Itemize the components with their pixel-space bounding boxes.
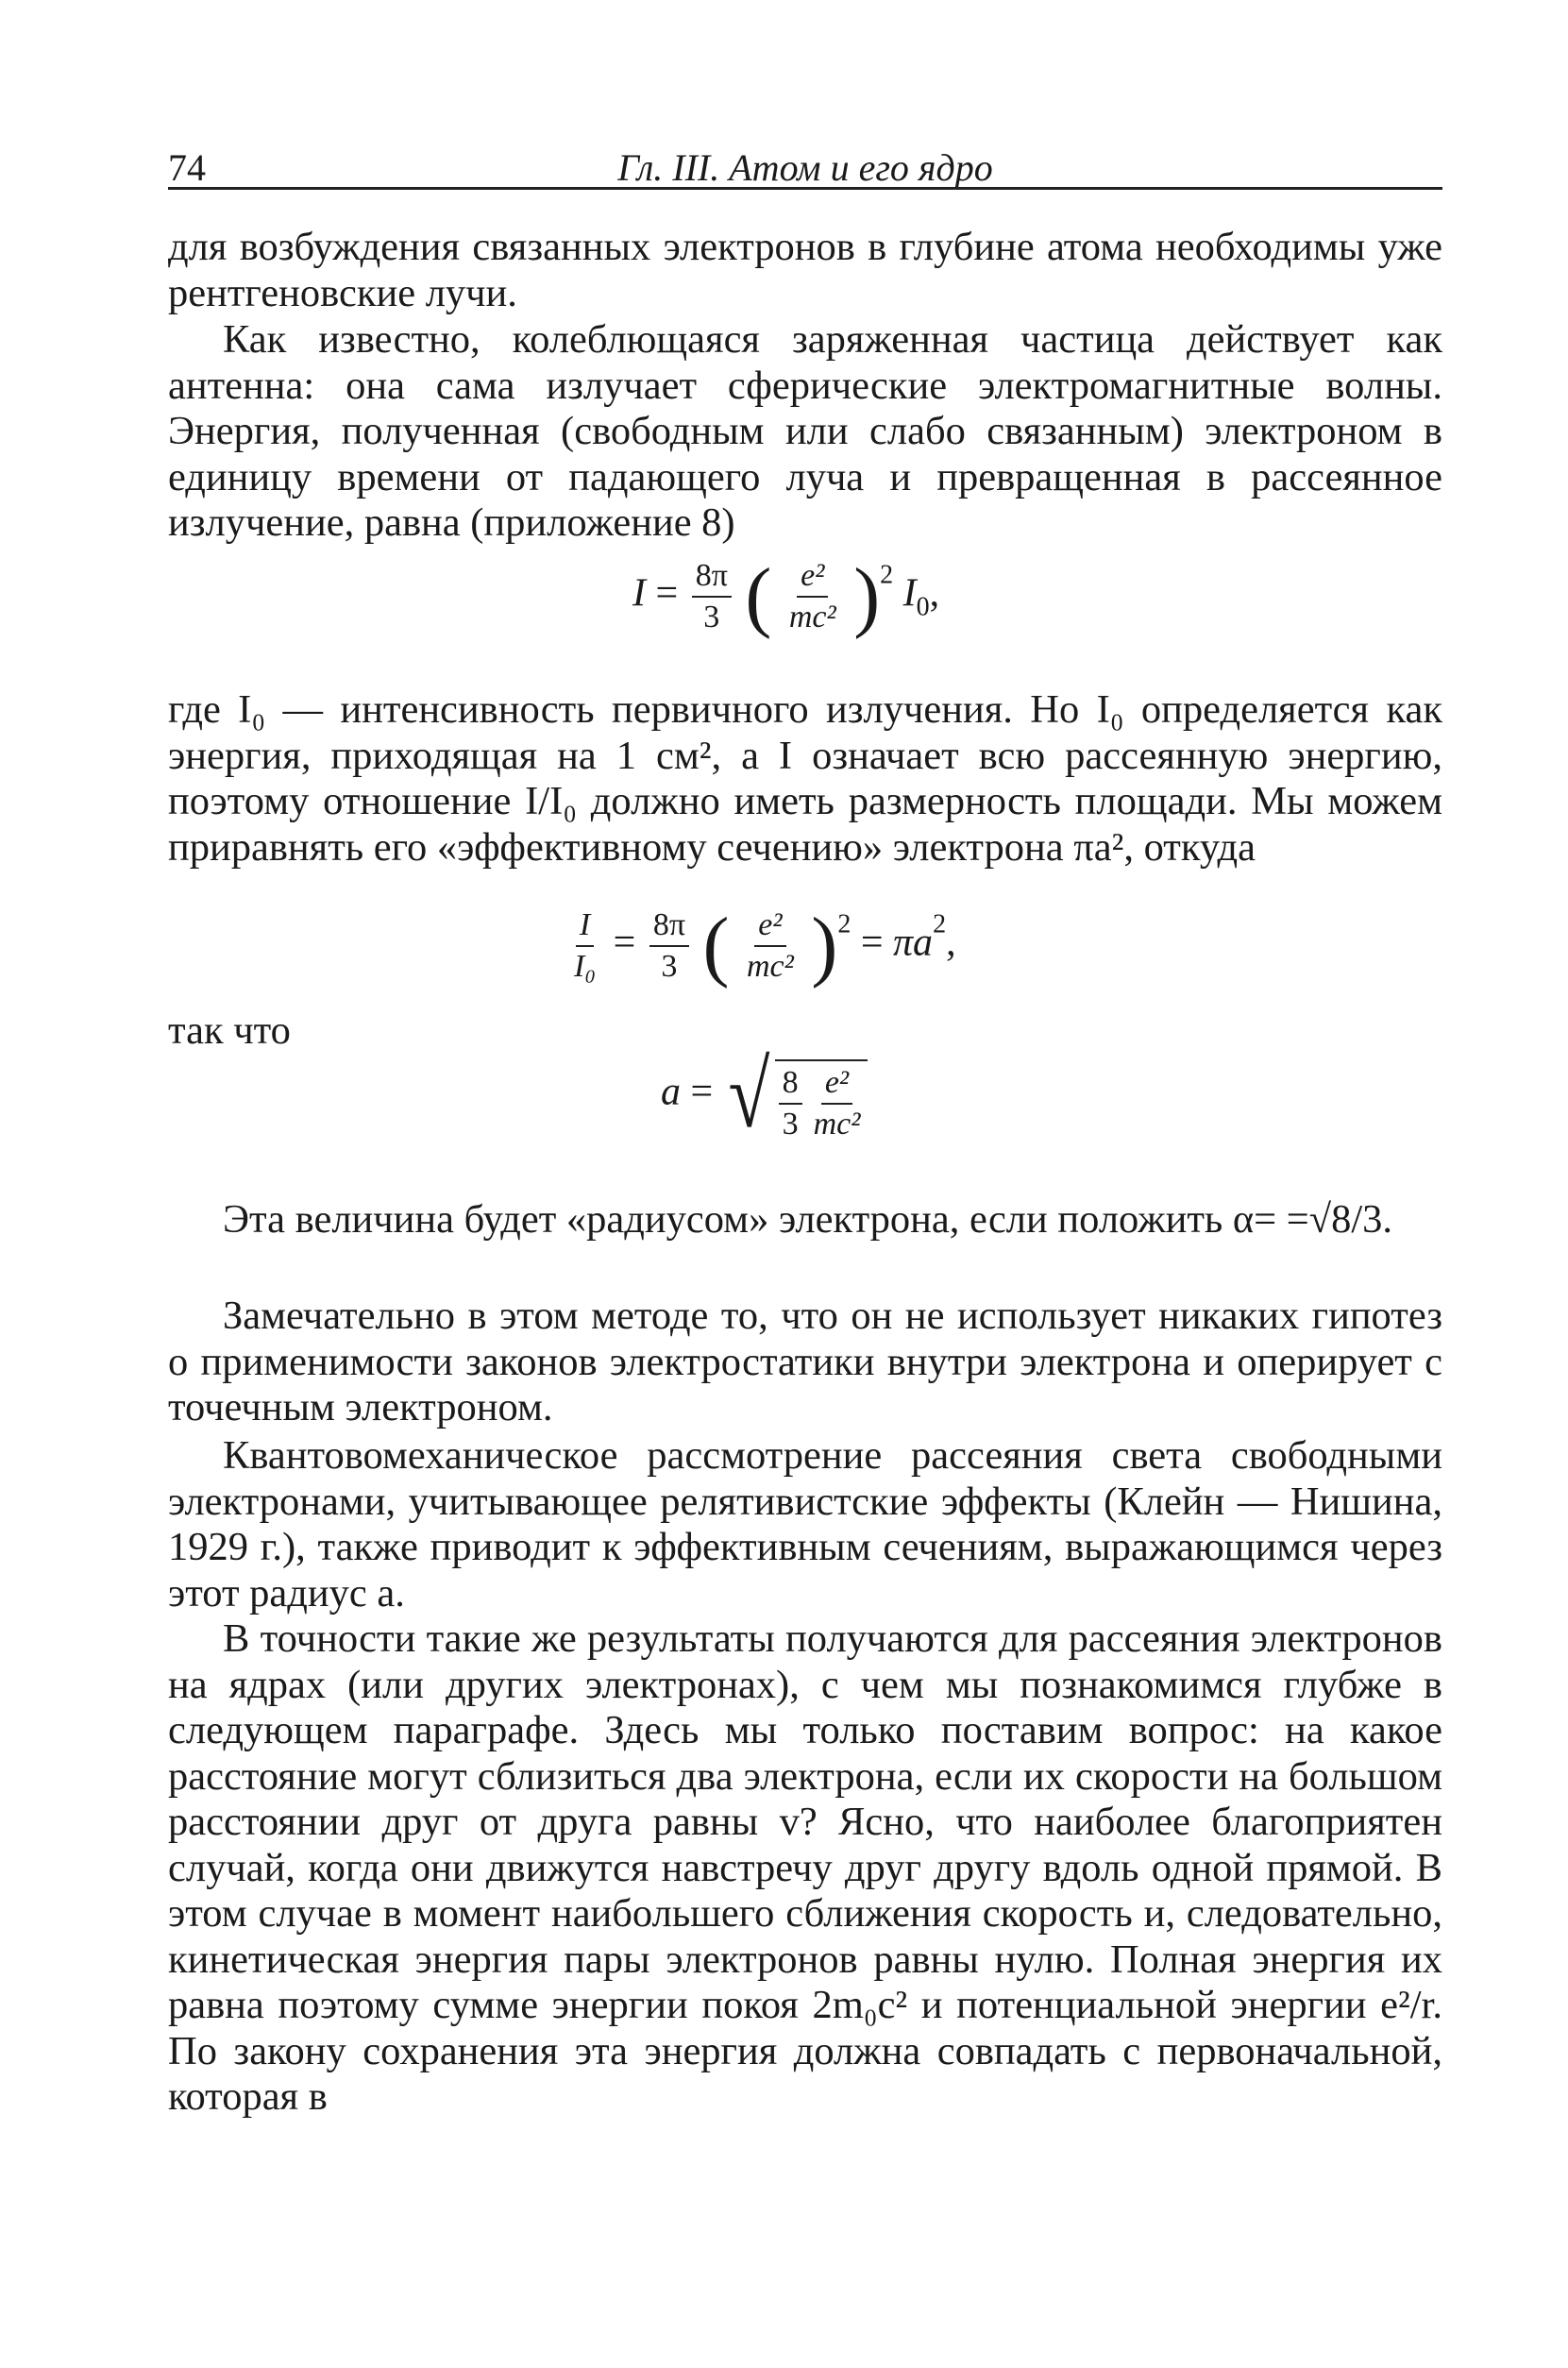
page-number: 74 [168,146,206,189]
paragraph-2: где I₀ — интенсивность первичного излучения. Но I₀ определяется как энергия, приходящая на 1 см², а I означает всю рассеянную энергию, поэтому отношение I/I₀ должно иметь размерность площади. Мы можем приравнять его «эффективному сечению» электрона πa², откуда [168,687,1442,870]
eq1-trail: , [929,571,940,616]
eq3-radical-sign: √ [728,1042,770,1147]
page-header [168,142,1442,191]
eq2-lhs [570,907,599,985]
eq1-coef [692,558,732,635]
eq3-frac1 [779,1065,802,1142]
eq3-frac2 [810,1065,865,1142]
eq1-inner-num: e² [797,558,828,598]
eq1-lhs: I [632,571,646,616]
eq2-rel2: = [860,921,884,965]
eq1-inner-den: mc² [788,600,836,634]
eq2-left-paren: ( [702,902,730,989]
paragraph-3: так что [168,1008,291,1053]
paragraph-4: Эта величина будет «радиусом» электрона, если положить α= =√8/3. [223,1197,1392,1242]
eq3-frac2-den: mc² [813,1107,861,1142]
eq1-left-paren: ( [745,552,772,640]
eq2-trail: , [946,921,956,965]
header-rule [168,187,1442,190]
eq2-coef-num: 8π [649,907,689,947]
eq1-power: 2 [880,560,894,590]
eq1-inner [785,558,840,635]
eq1-rel: = [655,571,679,616]
eq1-factor-sub: 0 [916,592,930,622]
eq2-lhs-den: I₀ [574,949,597,984]
equation-3 [661,1042,868,1147]
eq2-inner-den: mc² [747,949,794,984]
paragraph-6: Квантовомеханическое рассмотрение рассеяния света свободными электронами, учитывающее релятивистские эффекты (Клейн — Нишина, 1929 г.), также приводит к эффективным сечениям, выражающимся через этот радиус a. [168,1433,1442,1615]
equation-1 [632,552,940,640]
paragraph-0: для возбуждения связанных электронов в глубине атома необходимы уже рентгеновские лучи. [168,225,1442,315]
eq2-coef [649,907,689,985]
eq2-inner [743,907,798,985]
paragraph-1: Как известно, колеблющаяся заряженная частица действует как антенна: она сама излучает сферические электромагнитные волны. Энергия, полученная (свободным или слабо связанным) электроном в единицу времени от падающего луча и превращенная в рассеянное излучение, равна (приложение 8) [168,317,1442,545]
eq2-coef-den: 3 [661,949,678,984]
eq3-frac2-num: e² [821,1065,852,1105]
eq3-rel: = [690,1070,714,1114]
paragraph-7: В точности такие же результаты получаются для рассеяния электронов на ядрах (или других электронах), с чем мы познакомимся глубже в следующем параграфе. Здесь мы только поставим вопрос: на какое расстояние могут сблизиться два электрона, если их скорости на большом расстоянии друг от друга равны v? Ясно, что наиболее благоприятен случай, когда они движутся навстречу друг другу вдоль одной прямой. В этом случае в момент наибольшего сближения скорость и, следовательно, кинетическая энергия пары электронов равны нулю. Полная энергия их равна поэтому сумме энергии покоя 2m₀c² и потенциальной энергии e²/r. По закону сохранения эта энергия должна совпадать с первоначальной, которая в [168,1616,1442,2119]
eq1-coef-den: 3 [703,600,720,634]
equation-2 [566,902,956,989]
eq1-factor: I [902,571,917,616]
eq3-frac1-den: 3 [782,1107,799,1142]
paragraph-5: Замечательно в этом методе то, что он не использует никаких гипотез о применимости законов электростатики внутри электрона и оперирует с точечным электроном. [168,1294,1442,1429]
eq3-sqrt [723,1042,868,1147]
eq1-coef-num: 8π [692,558,732,598]
eq1-right-paren: ) [853,552,881,640]
eq2-rel: = [613,921,636,965]
eq2-lhs-num: I [576,907,594,947]
eq3-lhs: a [661,1070,681,1114]
eq2-inner-num: e² [754,907,785,947]
eq2-right-paren: ) [811,902,838,989]
eq2-rhs: πa [893,921,934,965]
running-title: Гл. III. Атом и его ядро [617,146,993,189]
eq2-rhs-power: 2 [933,909,947,939]
eq3-radicand [775,1059,868,1142]
eq3-frac1-num: 8 [779,1065,802,1105]
eq2-power: 2 [837,909,851,939]
